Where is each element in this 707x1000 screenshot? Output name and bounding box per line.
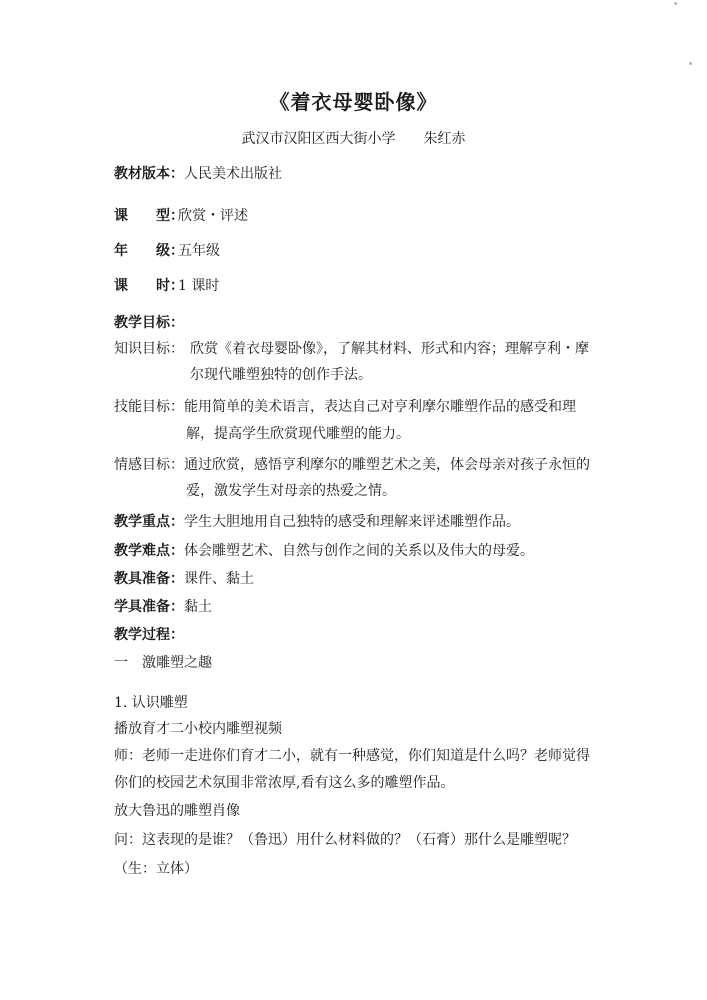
- author-name: 朱红赤: [423, 131, 466, 147]
- process-line-6: （生：立体）: [114, 861, 198, 877]
- process-section-1: 一 激雕塑之趣: [114, 655, 212, 671]
- emotion-goal-line-1: [114, 454, 590, 474]
- process-step-1: 1. 认识雕塑: [114, 695, 188, 711]
- focus-label: 教学重点：: [114, 514, 184, 530]
- school-name: 武汉市汉阳区西大街小学: [241, 131, 396, 147]
- skill-goal-label: 技能目标：: [114, 399, 184, 415]
- process-line-3: 你们的校园艺术氛围非常浓厚,看有这么多的雕塑作品。: [114, 775, 455, 791]
- edition-label: 教材版本：: [114, 166, 184, 182]
- hours-label-1: 课: [114, 278, 128, 294]
- knowledge-goal-text-1: 欣赏《着衣母婴卧像》，了解其材料、形式和内容；理解亨利・摩: [190, 341, 589, 357]
- process-line-1: 播放育才二小校内雕塑视频: [114, 721, 282, 737]
- grade-value: 五年级: [178, 243, 220, 259]
- process-line-5: 问：这表现的是谁？（鲁迅）用什么材料做的？（石膏）那什么是雕塑呢？: [114, 832, 576, 848]
- goals-heading: 教学目标：: [114, 315, 184, 331]
- grade-label-1: 年: [114, 243, 128, 259]
- author-line: [0, 128, 707, 148]
- difficulty-line: [114, 540, 534, 560]
- type-label-1: 课: [114, 208, 128, 224]
- edition-line: [114, 163, 282, 183]
- focus-line: [114, 511, 520, 531]
- knowledge-goal-label: 知识目标：: [114, 341, 184, 357]
- edition-value: 人民美术出版社: [184, 166, 282, 182]
- process-line-2: 师：老师一走进你们育才二小，就有一种感觉，你们知道是什么吗？老师觉得: [114, 748, 590, 764]
- document-title: 《着衣母婴卧像》: [269, 90, 438, 114]
- teacher-tools-value: 课件、黏土: [184, 571, 254, 587]
- emotion-goal-text-2: 爱，激发学生对母亲的热爱之情。: [186, 483, 396, 499]
- hours-line: [114, 275, 219, 295]
- emotion-goal-label: 情感目标：: [114, 457, 184, 473]
- knowledge-goal-line-1: [114, 338, 589, 358]
- grade-label-2: 级：: [156, 243, 184, 259]
- skill-goal-line-1: [114, 396, 576, 416]
- skill-goal-text-1: 能用简单的美术语言，表达自己对亨利摩尔雕塑作品的感受和理: [184, 399, 576, 415]
- type-line: [114, 205, 248, 225]
- scan-speck: [689, 62, 692, 65]
- teacher-tools-line: [114, 568, 254, 588]
- grade-line: [114, 240, 220, 260]
- type-value: 欣赏・评述: [178, 208, 248, 224]
- hours-value: 1 课时: [178, 278, 220, 294]
- emotion-goal-text-1: 通过欣赏，感悟亨利摩尔的雕塑艺术之美，体会母亲对孩子永恒的: [184, 457, 590, 473]
- process-heading: 教学过程：: [114, 627, 184, 643]
- focus-value: 学生大胆地用自己独特的感受和理解来评述雕塑作品。: [184, 514, 520, 530]
- skill-goal-text-2: 解，提高学生欣赏现代雕塑的能力。: [186, 426, 410, 442]
- knowledge-goal-text-2: 尔现代雕塑独特的创作手法。: [190, 367, 372, 383]
- difficulty-value: 体会雕塑艺术、自然与创作之间的关系以及伟大的母爱。: [184, 543, 534, 559]
- student-tools-value: 黏土: [184, 599, 212, 615]
- difficulty-label: 教学难点：: [114, 543, 184, 559]
- teacher-tools-label: 教具准备：: [114, 571, 184, 587]
- type-label-2: 型：: [156, 208, 184, 224]
- process-line-4: 放大鲁迅的雕塑肖像: [114, 803, 240, 819]
- student-tools-line: [114, 596, 212, 616]
- scan-speck: [674, 2, 677, 5]
- hours-label-2: 时：: [156, 278, 184, 294]
- student-tools-label: 学具准备：: [114, 599, 184, 615]
